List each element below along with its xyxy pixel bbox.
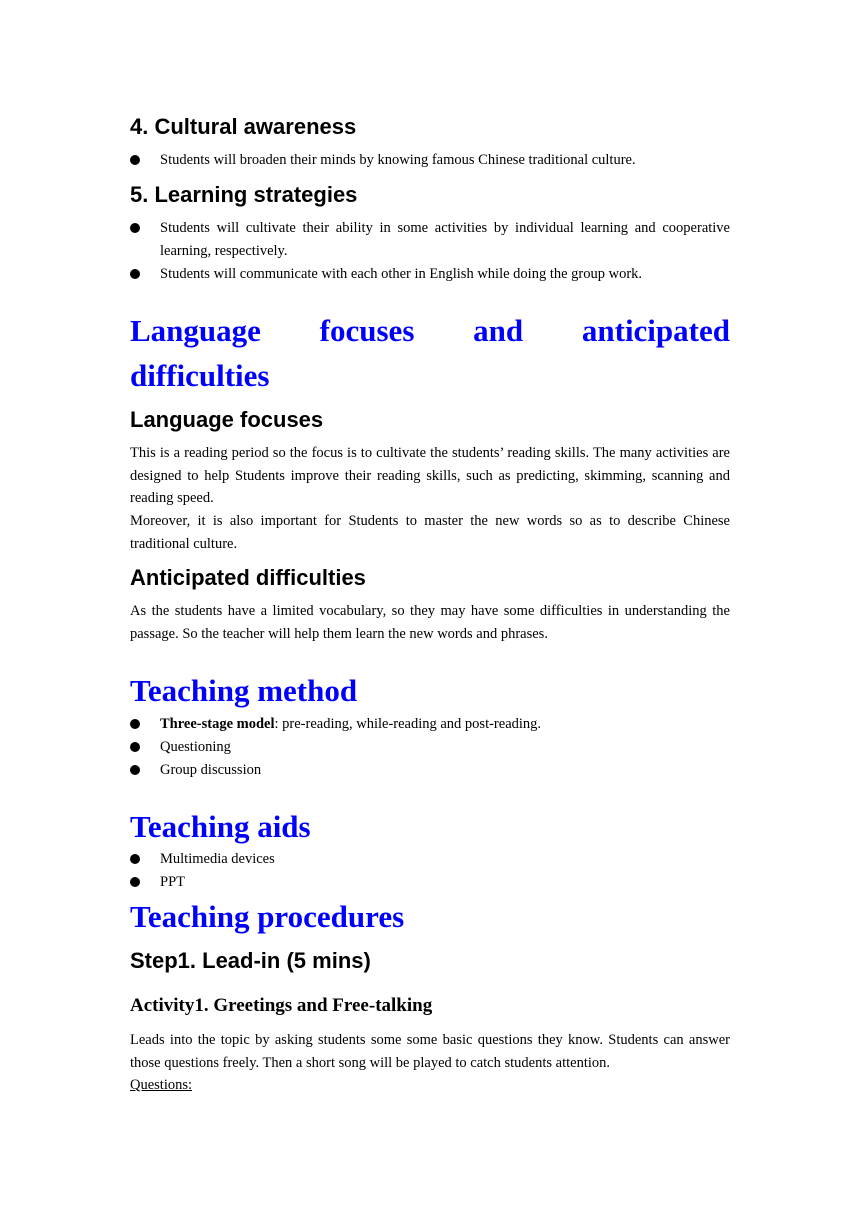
- bullet-dot-icon: [130, 269, 140, 279]
- anticipated-difficulties-heading: Anticipated difficulties: [130, 565, 366, 590]
- language-focuses-heading: Language focuses: [130, 407, 324, 432]
- bullet-dot-icon: [130, 854, 140, 864]
- bullet-text: Students will broaden their minds by knowing famous Chinese traditional culture.: [160, 152, 636, 168]
- questions-label: [130, 1074, 730, 1097]
- title-word: Language: [130, 313, 261, 348]
- bullet-text: Multimedia devices: [160, 851, 275, 867]
- bullet-item: [130, 871, 730, 894]
- bullet-dot-icon: [130, 877, 140, 887]
- bullet-item: [130, 713, 730, 736]
- bullet-dot-icon: [130, 223, 140, 233]
- bullet-text: [160, 713, 730, 736]
- language-focuses-paragraph-2: Moreover, it is also important for Students to master the new words so as to describe Chinese traditional culture.: [130, 513, 730, 552]
- step1-heading: Step1. Lead-in (5 mins): [130, 948, 371, 973]
- bullet-dot-icon: [130, 155, 140, 165]
- bullet-text: Students will communicate with each other in English while doing the group work.: [160, 266, 643, 282]
- activity1-heading: Activity1. Greetings and Free-talking: [130, 995, 433, 1016]
- bullet-dot-icon: [130, 765, 140, 775]
- language-focuses-section-title-line2: difficulties: [130, 358, 270, 393]
- bullet-item: [130, 736, 730, 759]
- bullet-item: [130, 149, 730, 172]
- cultural-awareness-heading: 4. Cultural awareness: [130, 114, 357, 139]
- language-focuses-section-title: [130, 308, 730, 353]
- bullet-text: PPT: [160, 874, 185, 890]
- bullet-item: [130, 217, 730, 262]
- bullet-item: [130, 263, 730, 286]
- teaching-aids-title: Teaching aids: [130, 809, 311, 844]
- title-word: focuses: [319, 313, 415, 348]
- learning-strategies-heading: 5. Learning strategies: [130, 182, 358, 207]
- language-focuses-paragraph: This is a reading period so the focus is to cultivate the students’ reading skills. The many activities are designed to help Students improve their reading skills, such as predicting, skimming, scanning and reading speed.: [130, 445, 730, 507]
- bullet-bold-text: Three-stage model: [160, 716, 275, 732]
- bullet-dot-icon: [130, 742, 140, 752]
- bullet-rest-text: : pre-reading, while-reading and post-reading.: [274, 716, 542, 732]
- bullet-text: Group discussion: [160, 762, 262, 778]
- bullet-text: Questioning: [160, 739, 231, 755]
- teaching-method-title: Teaching method: [130, 673, 358, 708]
- bullet-item: [130, 848, 730, 871]
- bullet-dot-icon: [130, 719, 140, 729]
- title-word: anticipated: [581, 313, 730, 348]
- bullet-item: [130, 759, 730, 782]
- questions-label-text: Questions:: [130, 1077, 193, 1093]
- anticipated-difficulties-paragraph: As the students have a limited vocabulary, so they may have some difficulties in understanding the passage. So the teacher will help them learn the new words and phrases.: [130, 603, 730, 642]
- teaching-procedures-title: Teaching procedures: [130, 899, 405, 934]
- activity1-paragraph: Leads into the topic by asking students some some basic questions they know. Students can answer those questions freely. Then a short song will be played to catch students attention.: [130, 1032, 730, 1071]
- title-word: and: [473, 313, 524, 348]
- bullet-text: Students will cultivate their ability in some activities by individual learning and cooperative learning, respectively.: [160, 220, 730, 259]
